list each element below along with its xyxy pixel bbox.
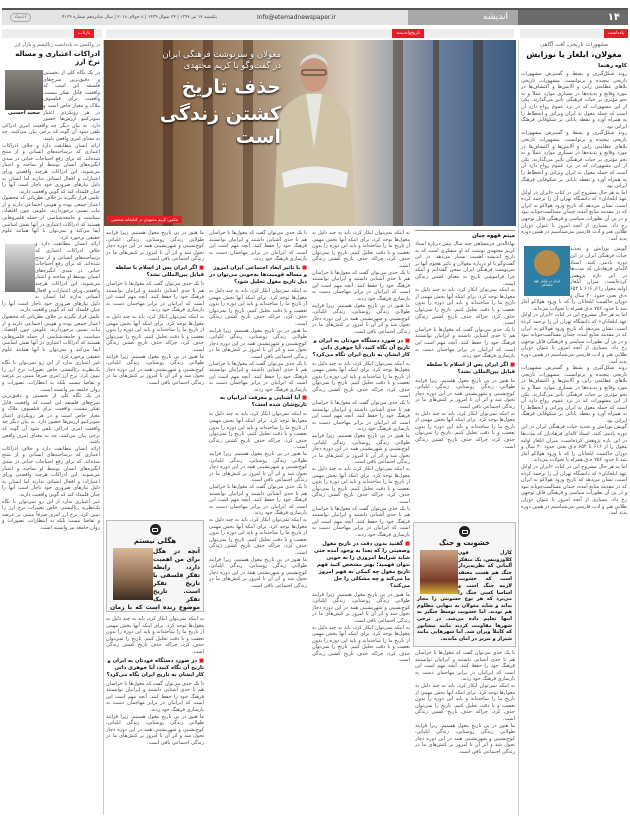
interview-answer: تا یک حدی می‌توان گفت که مغول‌ها با خراسان هم تا حدی آشنایی داشتند و ایرانیان توانستند فرهنگ خود را حفظ کنند. آنچه مهم است این است که ایرانیان در برابر مهاجمان دست به بازسازی فرهنگ خود زدند. bbox=[209, 360, 307, 393]
tag-row-left bbox=[2, 29, 102, 38]
hero-title-2: کشتن زندگی است bbox=[159, 103, 281, 148]
left-article-paragraph: ارائه انسان مطابقت دارد و خلاف ادراکات اعتباری که برساخته‌های انسانی و از منتج شده‌اند. که برای رفع احتیاجات حیاتی در مبدی انگیزه‌های انسان توسط او ساخته و اعتبار می‌شوند. این ادراکات هرچند واقعیتی ورای اعتبارات و افعال انسانی ندارند اما انسان به دلیل نیازهای ضروری خود ناچار است آنها را چنان قلمداد کند که گویی واقعیت دارند. bbox=[2, 142, 100, 195]
author-photo-block bbox=[5, 70, 43, 116]
clausewitz-portrait bbox=[420, 550, 458, 594]
tv-icon bbox=[459, 526, 470, 537]
tag-row-middle bbox=[106, 29, 514, 38]
interview-intro: بهاءالدین خرمشاهی چند سال پیش درباره استاد کریم مجتهدی نوشت که او متفکری است که به تاریخ اندیشه اهمیت بسیار می‌دهد. در این گفت‌وگو با او درباره مغولان و تاثیر هجوم آنها بر سرنوشت فرهنگی ایران سخن گفته‌ایم و اینکه چرا فراموشی تاریخ به معنای کشتن زندگی است. bbox=[415, 241, 515, 287]
interview-answer: ما هنوز در پی تاریخ مغول هستیم. زیرا فرایند طولانی زندگی روستایی، زندگی ایلیاتی، کوچ‌نشینی و شهرنشینی همه در این دوره دچار تحول شد و اثر آن تا امروز بر کنش‌های ما در زندگی اجتماعی باقی است. bbox=[415, 377, 515, 411]
left-article-kicker: در واکنش به یادداشت رئالیسم و بازار ارز bbox=[14, 42, 100, 48]
section-name: اندیشه bbox=[408, 10, 518, 25]
interview-question: ■ در صورد دستگاه خودتان به ایران و تاریخ آن نگاه کنید، آیا جوهری ذاتی کار ایشان به تاریخ ایران نگاه می‌کرد؟ bbox=[312, 338, 410, 359]
interview-answer: نه اینکه نمی‌توان انکار کرد، باید به چند دلیل به مغول‌ها توجه کرد. برای اینکه آنها بخش مهمی از تاریخ ما را ساخته‌اند و باید این دوره را بدون تعصب و با دقت تحلیل کنیم. تاریخ را نمی‌توان حذف کرد، چراکه حذف تاریخ کشتن زندگی است. bbox=[312, 230, 410, 269]
right-article-paragraph: گویش نوزایش و تجدید حیات فرهنگی ایران در این دوره یادمی کنند. استاد لاله‌ای فرهادیان که مدت‌ها در این باره پژوهش کرده‌است، میزان ایلغار اولیه مغول را از ۶۱۶ تا ۶۵۴ ه.ق یعنی حدود ۴۰ سال و دوران حاکمیت ایلخانان را که با ورود هولاکو آغاز شد تا حدود ۷۵۶ ه.ق همراه با تحولات می‌داند. bbox=[521, 246, 627, 312]
interview-question: ■ اگر ایران پس از اسلام با سلطه قبایل بین‌المللی نشد؟ bbox=[106, 265, 204, 279]
sidebar-box-war bbox=[413, 522, 516, 647]
interview-answer: تا یک حدی می‌توان گفت که مغول‌ها با خراسان هم تا حدی آشنایی داشتند و ایرانیان توانستند فرهنگ خود را حفظ کنند. آنچه مهم است این است که ایرانیان در برابر مهاجمان دست به بازسازی فرهنگ خود زدند. bbox=[209, 230, 307, 263]
page-header bbox=[2, 8, 628, 25]
interview-column-2 bbox=[312, 230, 410, 815]
section-tag-reflection: بازتاب bbox=[74, 29, 94, 38]
interview-answer: نه اینکه نمی‌توان انکار کرد، باید به چند دلیل به مغول‌ها توجه کرد. برای اینکه آنها بخش مهمی از تاریخ ما را ساخته‌اند و باید این دوره را بدون تعصب و با دقت تحلیل کنیم. تاریخ را نمی‌توان حذف کرد، چراکه حذف تاریخ کشتن زندگی است. bbox=[415, 682, 515, 722]
section-tag-note: یادداشت bbox=[604, 29, 628, 38]
book-cover-image bbox=[524, 246, 570, 296]
interview-answer: ما هنوز در پی تاریخ مغول هستیم. زیرا فرایند طولانی زندگی روستایی، زندگی ایلیاتی، کوچ‌نشینی و شهرنشینی همه در این دوره دچار تحول شد و اثر آن تا امروز بر کنش‌های ما در زندگی اجتماعی باقی است. bbox=[312, 302, 410, 335]
right-article-paragraph: اما به هر حال مشروح این در کتاب «ایران در اوایل عهد ایلخانان» که دانشگاه تهران آن را ترجمه کرده است، نشان می‌دهد که تاریخ ورود هولاکو به ایران که در مقدمه منابع آمده، چندان مسالمت‌جویانه نبود و در پی آن تطورات سیاسی و فرهنگی قابل توجهی رخ داد. بسیاری از آنچه امروز با عنوان دوران طلایی هنر و ادب فارسی می‌شناسیم در همین دوره پدید آمد. bbox=[521, 312, 627, 365]
interview-answer: تا یک حدی می‌توان گفت که مغول‌ها با خراسان هم تا حدی آشنایی داشتند و ایرانیان توانستند فرهنگ خود را حفظ کنند. آنچه مهم است این است که ایرانیان در برابر مهاجمان دست به بازسازی فرهنگ خود زدند. bbox=[106, 680, 204, 713]
box-hegel-title: هگلی نیستم bbox=[133, 537, 177, 545]
interview-answer: نه اینکه نمی‌توان انکار کرد، باید به چند دلیل به مغول‌ها توجه کرد. برای اینکه آنها بخش مهمی از تاریخ ما را ساخته‌اند و باید این دوره را بدون تعصب و با دقت تحلیل کنیم. تاریخ را نمی‌توان حذف کرد، چراکه حذف تاریخ کشتن زندگی است. bbox=[312, 466, 410, 505]
issue-date: یکشنبه ۱۷ تیر ۱۳۹۷ | ۲۴ شوال ۱۴۳۹ | ۸ جولای ۲۰۱۸ | سال شانزدهم شماره ۴۱۲۹ bbox=[62, 15, 218, 20]
page-number: ۱۴ bbox=[518, 10, 628, 25]
interview-answer: ما هنوز در پی تاریخ مغول هستیم. زیرا فرایند طولانی زندگی روستایی، زندگی ایلیاتی، کوچ‌نشینی و شهرنشینی همه در این دوره دچار تحول شد و اثر آن تا امروز بر کنش‌های ما در زندگی اجتماعی باقی است. bbox=[106, 353, 204, 386]
interview-question: ■ در صورد دستگاه خودتان به ایران و تاریخ آن نگاه کنید، آیا جوهری ذاتی کار ایشان به تاریخ ایران نگاه می‌کرد؟ bbox=[106, 658, 204, 679]
right-article-paragraph: روند شکل‌گیری و بسط و گسترش مشهورات تاریخی پیچیده و پرتوانست. مشهورات تاریخی بلاهای عظامتی زایی و آلایش‌ها و اکتشاف‌ها در مورد وقایع و پدیده‌ها در بسیاری موارد عملاً و به نحو مؤثری بر حیات فرهنگی تأثیر می‌گذارند. یکی از این مشهورات که در نزد عموم رواج دارد آن است که حمله مغول به ایران ویرانی و انحطاط را به همراه آورد و نقطه پایانی بر شکوفایی فرهنگ ایرانی بود. bbox=[521, 130, 627, 190]
interview-answer: تا یک حدی می‌توان گفت که مغول‌ها با خراسان هم تا حدی آشنایی داشتند و ایرانیان توانستند فرهنگ خود را حفظ کنند. آنچه مهم است این است که ایرانیان در برابر مهاجمان دست به بازسازی فرهنگ خود زدند. bbox=[415, 650, 515, 683]
interview-answer: تا یک حدی می‌توان گفت که مغول‌ها با خراسان هم تا حدی آشنایی داشتند و ایرانیان توانستند فرهنگ خود را حفظ کنند. آنچه مهم است این است که ایرانیان در برابر مهاجمان دست به بازسازی فرهنگ خود زدند. bbox=[312, 505, 410, 538]
tv-icon bbox=[150, 524, 161, 535]
photo-caption: عکس: کریم مجتهدی در کتابخانه شخصی bbox=[107, 216, 182, 223]
interview-answer: نه اینکه نمی‌توان انکار کرد، باید به چند دلیل به مغول‌ها توجه کرد. برای اینکه آنها بخش مهمی از تاریخ ما را ساخته‌اند و باید این دوره را بدون تعصب و با دقت تحلیل کنیم. تاریخ را نمی‌توان حذف کرد، چراکه حذف تاریخ کشتن زندگی است. bbox=[106, 313, 204, 353]
interview-answer: ما هنوز در پی تاریخ مغول هستیم. زیرا فرایند طولانی زندگی روستایی، زندگی ایلیاتی، کوچ‌نشینی و شهرنشینی همه در این دوره دچار تحول شد و اثر آن تا امروز بر کنش‌های ما در زندگی اجتماعی باقی است. bbox=[106, 713, 204, 746]
hero-photo bbox=[103, 40, 516, 226]
right-article-paragraph: گویش نوزایش و تجدید حیات فرهنگی ایران در این دوره یادمی کنند. استاد لاله‌ای فرهادیان که مدت‌ها در این باره پژوهش کرده‌است، میزان ایلغار اولیه مغول را از ۶۱۶ تا ۶۵۴ ه.ق یعنی حدود ۴۰ سال و دوران حاکمیت ایلخانان را که با ورود هولاکو آغاز شد تا حدود ۷۵۶ ه.ق همراه با تحولات می‌داند. bbox=[521, 424, 627, 464]
interview-answer: نه اینکه نمی‌توان انکار کرد، باید به چند دلیل به مغول‌ها توجه کرد. برای اینکه آنها بخش مهمی از تاریخ ما را ساخته‌اند و باید این دوره را بدون تعصب و با دقت تحلیل کنیم. تاریخ را نمی‌توان حذف کرد، چراکه حذف تاریخ کشتن زندگی است. bbox=[415, 287, 515, 327]
left-article-paragraph: غیر اعتباری ندارد از این رو نمی‌توان با نگاه یک‌نظریه رئالیستی خاص تغییرات نرخ ارز را تبیین کرد. نرخ ارز امری صرفاً مبتنی بر عرضه و تقاضا نیست بلکه به انتظارات، تصورات و روان جامعه نیز وابسته است. bbox=[2, 360, 100, 393]
right-article bbox=[521, 42, 627, 517]
box-hegel-text: آنچه در هگل برای من اهمیت دارد، رابطه تفکر فلسفی با تاریخ تفکر است. تاریخ تفکر یک موضوع زنده است که با زمان bbox=[110, 548, 200, 611]
hero-kicker-1: مغولان و سرنوشت فرهنگی ایران bbox=[162, 50, 281, 60]
section-tag-history: تاریخ‌واندیشه bbox=[392, 29, 424, 38]
sidebar-box-hegel bbox=[106, 520, 204, 612]
left-article-paragraph: علمی قرار بگیرند بر خلاف نظریاتی که محصول اعتبار جمعی بوده و هویتی اجتماعی دارند و از ثبات نسبی برخوردارند. علومی چون اقتصاد، سیاست و جامعه‌شناسی از جمله قلمروهایی هستند که ادراکات اعتباری در آنها نقش اساسی ایفا می‌کند و نمی‌توان با آنها همانند علوم حقیقی برخورد کرد. bbox=[2, 313, 100, 360]
interview-author: میثم قهوه چیان bbox=[415, 230, 515, 239]
interview-answer: ما هنوز در پی تاریخ مغول هستیم. زیرا فرایند طولانی زندگی روستایی، زندگی ایلیاتی، کوچ‌نشینی و شهرنشینی همه در این دوره دچار تحول شد و اثر آن تا امروز بر کنش‌های ما در زندگی اجتماعی باقی است. bbox=[312, 433, 410, 466]
interview-column-3 bbox=[209, 230, 307, 815]
author-photo bbox=[5, 70, 43, 110]
interview-answer: تا یک حدی می‌توان گفت که مغول‌ها با خراسان هم تا حدی آشنایی داشتند و ایرانیان توانستند فرهنگ خود را حفظ کنند. آنچه مهم است این است که ایرانیان در برابر مهاجمان دست به بازسازی فرهنگ خود زدند. bbox=[106, 280, 204, 314]
left-article-author: سعید احسنی bbox=[8, 110, 40, 116]
interview-answer: نه اینکه نمی‌توان انکار کرد، باید به چند دلیل به مغول‌ها توجه کرد. برای اینکه آنها بخش مهمی از تاریخ ما را ساخته‌اند و باید این دوره را بدون تعصب و با دقت تحلیل کنیم. تاریخ را نمی‌توان حذف کرد، چراکه حذف تاریخ کشتن زندگی است. bbox=[312, 360, 410, 400]
book-cover-title: ایران در اوایل عهد ایلخانان bbox=[533, 279, 561, 288]
left-article-paragraph: غیر اعتباری ندارد از این رو نمی‌توان با نگاه یک‌نظریه رئالیستی خاص تغییرات نرخ ارز را تبیین کرد. نرخ ارز امری صرفاً مبتنی بر عرضه و تقاضا نیست بلکه به انتظارات، تصورات و روان جامعه نیز وابسته است. bbox=[2, 498, 100, 531]
interview-answer: نه اینکه نمی‌توان انکار کرد، باید به چند دلیل به مغول‌ها توجه کرد. برای اینکه آنها بخش مهمی از تاریخ ما را ساخته‌اند و باید این دوره را بدون تعصب و با دقت تحلیل کنیم. تاریخ را نمی‌توان حذف کرد، چراکه حذف تاریخ کشتن زندگی است. bbox=[209, 516, 307, 556]
interview-column-1b bbox=[415, 650, 515, 815]
box-war-text: کارل فون کلاوزویتس، یک متفکر آلمانی که نظریه‌پرداز جنگ هم هست معتقد است که خشونت لازمه جنگ است و اساسا کسی جنگ را می‌برد که هر نوع خشونتی را مجاز بداند و شاید مغولان به تنهایی مظلوم هم بودند. اما خشونت توسط چنگیز به اینها تعلیم داده می‌شد. در برخی شهرها مقاومت کردند مانند نیشابور که کاملاً ویران شد. اما شهرهایی مانند شیراز و تبریز در امان ماندند. bbox=[417, 550, 512, 642]
newspaper-logo: اعتماد bbox=[10, 13, 31, 22]
left-article-paragraph: در یک نگاه کلی از نخستین و دقیق‌ترین شرح‌های فلسفه این است که واقعیت قابل تفکر نیست، واقعیت برای فیلسوف ملاک و معیار خاص است و در هر رویکردی اعتبار سوبژکتیو ارزش‌ها حضور دارد. به بیان دیگر چه واقعیت امری ادراکی تلقی شود آن گونه که برخی بیان می‌کنند، چه به معنای امری واقعی باشد. bbox=[2, 393, 100, 446]
right-article-paragraph: اما به هر حال مشروح این در کتاب «ایران در اوایل عهد ایلخانان» که دانشگاه تهران آن را ترجمه کرده است، نشان می‌دهد که تاریخ ورود هولاکو به ایران که در مقدمه منابع آمده، چندان مسالمت‌جویانه نبود و در پی آن تطورات سیاسی و فرهنگی قابل توجهی رخ داد. بسیاری از آنچه امروز با عنوان دوران طلایی هنر و ادب فارسی می‌شناسیم در همین دوره پدید آمد. bbox=[521, 464, 627, 517]
right-article-kicker: مشهورات تاریخی، آفت آگاهی bbox=[539, 42, 608, 48]
inline-image bbox=[5, 244, 35, 292]
hegel-portrait bbox=[113, 548, 153, 600]
interview-question: ■ آیا آشنایی و معرفت ایرانیان به تاریخ‌شان شده است؟ bbox=[209, 395, 307, 409]
interview-answer: ما هنوز در پی تاریخ مغول هستیم. زیرا فرایند طولانی زندگی روستایی، زندگی ایلیاتی، کوچ‌نشینی و شهرنشینی همه در این دوره دچار تحول شد و اثر آن تا امروز بر کنش‌های ما در زندگی اجتماعی باقی است. bbox=[415, 722, 515, 755]
left-article-paragraph: ارائه انسان مطابقت دارد و خلاف ادراکات اعتباری که برساخته‌های انسانی و از منتج شده‌اند. که برای رفع احتیاجات حیاتی در مبدی انگیزه‌های انسان توسط او ساخته و اعتبار می‌شوند. این ادراکات هرچند واقعیتی ورای اعتبارات و افعال انسانی ندارند اما انسان به دلیل نیازهای ضروری خود ناچار است آنها را چنان قلمداد کند که گویی واقعیت دارند. bbox=[2, 241, 100, 314]
interview-column-4b bbox=[106, 616, 204, 816]
interview-answer: نه اینکه نمی‌توان انکار کرد، باید به چند دلیل به مغول‌ها توجه کرد. برای اینکه آنها بخش مهمی از تاریخ ما را ساخته‌اند و باید این دوره را بدون تعصب و با دقت تحلیل کنیم. تاریخ را نمی‌توان حذف کرد، چراکه حذف تاریخ کشتن زندگی است. bbox=[106, 616, 204, 655]
interview-answer: ما هنوز در پی تاریخ مغول هستیم. زیرا فرایند طولانی زندگی روستایی، زندگی ایلیاتی، کوچ‌نشینی و شهرنشینی همه در این دوره دچار تحول شد و اثر آن تا امروز بر کنش‌های ما در زندگی اجتماعی باقی است. bbox=[209, 451, 307, 484]
email-link[interactable]: Info@etemadnewspaper.ir bbox=[257, 14, 336, 21]
tag-row-right bbox=[520, 29, 628, 38]
right-article-paragraph: اما به هر حال مشروح این در کتاب «ایران در اوایل عهد ایلخانان» که دانشگاه تهران آن را ترجمه کرده است، نشان می‌دهد که تاریخ ورود هولاکو به ایران که در مقدمه منابع آمده، چندان مسالمت‌جویانه نبود و در پی آن تطورات سیاسی و فرهنگی قابل توجهی رخ داد. بسیاری از آنچه امروز با عنوان دوران طلایی هنر و ادب فارسی می‌شناسیم در همین دوره پدید آمد. bbox=[521, 189, 627, 242]
interview-answer: تا یک حدی می‌توان گفت که مغول‌ها با خراسان هم تا حدی آشنایی داشتند و ایرانیان توانستند فرهنگ خود را حفظ کنند. آنچه مهم است این است که ایرانیان در برابر مهاجمان دست به بازسازی فرهنگ خود زدند. bbox=[312, 269, 410, 302]
interview-answer: نه اینکه نمی‌توان انکار کرد، باید به چند دلیل به مغول‌ها توجه کرد. برای اینکه آنها بخش مهمی از تاریخ ما را ساخته‌اند و باید این دوره را بدون تعصب و با دقت تحلیل کنیم. تاریخ را نمی‌توان حذف کرد، چراکه حذف تاریخ کشتن زندگی است. bbox=[209, 411, 307, 451]
interview-question: ■ گفتید بدون دقت در تاریخ مغول وضعیتی را که بعدا به وجود آمده حتی شاید شرایط امروزی را به خوبی نتوان فهمید؛ بهتر مشخص کنید فهم تاریخ مغول چه کمکی به فهم امروز ما می‌کند و چه مشکلی را حل می‌کند؟ bbox=[312, 541, 410, 590]
interview-column-1 bbox=[415, 230, 515, 520]
interview-answer: نه اینکه نمی‌توان انکار کرد، باید به چند دلیل به مغول‌ها توجه کرد. برای اینکه آنها بخش مهمی از تاریخ ما را ساخته‌اند و باید این دوره را بدون تعصب و با دقت تحلیل کنیم. تاریخ را نمی‌توان حذف کرد، چراکه حذف تاریخ کشتن زندگی است. bbox=[312, 624, 410, 664]
right-article-paragraph: روند شکل‌گیری و بسط و گسترش مشهورات تاریخی پیچیده و پرتوانست. مشهورات تاریخی بلاهای عظامتی زایی و آلایش‌ها و اکتشاف‌ها در مورد وقایع و پدیده‌ها در بسیاری موارد عملاً و به نحو مؤثری بر حیات فرهنگی تأثیر می‌گذارند. یکی از این مشهورات که در نزد عموم رواج دارد آن است که حمله مغول به ایران ویرانی و انحطاط را به همراه آورد و نقطه پایانی بر شکوفایی فرهنگ ایرانی بود. bbox=[521, 71, 627, 130]
left-article-paragraph: ارائه انسان مطابقت دارد و خلاف ادراکات اعتباری که برساخته‌های انسانی و از منتج شده‌اند. که برای رفع احتیاجات حیاتی در مبدی انگیزه‌های انسان توسط او ساخته و اعتبار می‌شوند. این ادراکات هرچند واقعیتی ورای اعتبارات و افعال انسانی ندارند اما انسان به دلیل نیازهای ضروری خود ناچار است آنها را چنان قلمداد کند که گویی واقعیت دارند. bbox=[2, 445, 100, 498]
portrait-illustration bbox=[268, 48, 360, 226]
box-war-title: خشونت و جنگ bbox=[439, 539, 490, 547]
hero-kicker-2: در گفت‌وگو با کریم مجتهدی bbox=[183, 61, 281, 71]
left-article-title: ادراکات اعتباری و مساله نرخ ارز bbox=[15, 50, 100, 66]
interview-answer: ما هنوز در پی تاریخ مغول هستیم. زیرا فرایند طولانی زندگی روستایی، زندگی ایلیاتی، کوچ‌نشینی و شهرنشینی همه در این دوره دچار تحول شد و اثر آن تا امروز بر کنش‌های ما در زندگی اجتماعی باقی است. bbox=[312, 591, 410, 624]
right-article-paragraph: روند شکل‌گیری و بسط و گسترش مشهورات تاریخی پیچیده و پرتوانست. مشهورات تاریخی بلاهای عظامتی زایی و آلایش‌ها و اکتشاف‌ها در مورد وقایع و پدیده‌ها در بسیاری موارد عملاً و به نحو مؤثری بر حیات فرهنگی تأثیر می‌گذارند. یکی از این مشهورات که در نزد عموم رواج دارد آن است که حمله مغول به ایران ویرانی و انحطاط را به همراه آورد و نقطه پایانی بر شکوفایی فرهنگ ایرانی بود. bbox=[521, 365, 627, 424]
interview-answer: تا یک حدی می‌توان گفت که مغول‌ها با خراسان هم تا حدی آشنایی داشتند و ایرانیان توانستند فرهنگ خود را حفظ کنند. آنچه مهم است این است که ایرانیان در برابر مهاجمان دست به بازسازی فرهنگ خود زدند. bbox=[209, 484, 307, 517]
interview-answer: تا یک حدی می‌توان گفت که مغول‌ها با خراسان هم تا حدی آشنایی داشتند و ایرانیان توانستند فرهنگ خود را حفظ کنند. آنچه مهم است این است که ایرانیان در برابر مهاجمان دست به بازسازی فرهنگ خود زدند. bbox=[415, 326, 515, 360]
left-article-paragraph: علمی قرار بگیرند بر خلاف نظریاتی که محصول اعتبار جمعی بوده و هویتی اجتماعی دارند و از ثبات نسبی برخوردارند. علومی چون اقتصاد، سیاست و جامعه‌شناسی از جمله قلمروهایی هستند که ادراکات اعتباری در آنها نقش اساسی ایفا می‌کند و نمی‌توان با آنها همانند علوم حقیقی برخورد کرد. bbox=[2, 195, 100, 241]
left-article bbox=[2, 42, 100, 532]
interview-answer: ما هنوز در پی تاریخ مغول هستیم. زیرا فرایند طولانی زندگی روستایی، زندگی ایلیاتی، کوچ‌نشینی و شهرنشینی همه در این دوره دچار تحول شد و اثر آن تا امروز بر کنش‌های ما در زندگی اجتماعی باقی است. bbox=[106, 230, 204, 263]
interview-answer: نه اینکه نمی‌توان انکار کرد، باید به چند دلیل به مغول‌ها توجه کرد. برای اینکه آنها بخش مهمی از تاریخ ما را ساخته‌اند و باید این دوره را بدون تعصب و با دقت تحلیل کنیم. تاریخ را نمی‌توان حذف کرد، چراکه حذف تاریخ کشتن زندگی است. bbox=[209, 287, 307, 327]
interview-answer: تا یک حدی می‌توان گفت که مغول‌ها با خراسان هم تا حدی آشنایی داشتند و ایرانیان توانستند فرهنگ خود را حفظ کنند. آنچه مهم است این است که ایرانیان در برابر مهاجمان دست به بازسازی فرهنگ خود زدند. bbox=[312, 400, 410, 433]
interview-column-4 bbox=[106, 230, 204, 518]
hero-title-1: حذف تاریخ bbox=[181, 76, 281, 98]
interview-question: ■ با تاثیر ابعاد اجتماعی ایران امروز و مساله قومیت‌ها به‌خوبی می‌توان در ذیل تاریخ مغول تحلیل شود؟ bbox=[209, 265, 307, 286]
right-article-title: مغولان، ایلغار یا نوزایش bbox=[526, 50, 622, 59]
hero-headline bbox=[111, 50, 281, 149]
interview-answer: ما هنوز در پی تاریخ مغول هستیم. زیرا فرایند طولانی زندگی روستایی، زندگی ایلیاتی، کوچ‌نشینی و شهرنشینی همه در این دوره دچار تحول شد و اثر آن تا امروز بر کنش‌های ما در زندگی اجتماعی باقی است. bbox=[209, 327, 307, 360]
interview-answer: نه اینکه نمی‌توان انکار کرد، باید به چند دلیل به مغول‌ها توجه کرد. برای اینکه آنها بخش مهمی از تاریخ ما را ساخته‌اند و باید این دوره را بدون تعصب و با دقت تحلیل کنیم. تاریخ را نمی‌توان حذف کرد، چراکه حذف تاریخ کشتن زندگی است. bbox=[415, 410, 515, 450]
right-article-author: کاوه رهنما bbox=[598, 63, 627, 69]
interview-question: ■ اگر ایران پس از اسلام با سلطه قبایل بین‌المللی نشد؟ bbox=[415, 362, 515, 376]
interview-answer: ما هنوز در پی تاریخ مغول هستیم. زیرا فرایند طولانی زندگی روستایی، زندگی ایلیاتی، کوچ‌نشینی و شهرنشینی همه در این دوره دچار تحول شد و اثر آن تا امروز بر کنش‌های ما در زندگی اجتماعی باقی است. bbox=[209, 556, 307, 589]
left-article-paragraph: در یک نگاه کلی از نخستین و دقیق‌ترین شرح‌های فلسفه این است که واقعیت قابل تفکر نیست، واقعیت برای فیلسوف ملاک و معیار خاص است و در هر رویکردی اعتبار سوبژکتیو ارزش‌ها حضور دارد. به بیان دیگر چه واقعیت امری ادراکی تلقی شود آن گونه که برخی بیان می‌کنند، چه به معنای امری واقعی باشد. bbox=[2, 70, 100, 142]
